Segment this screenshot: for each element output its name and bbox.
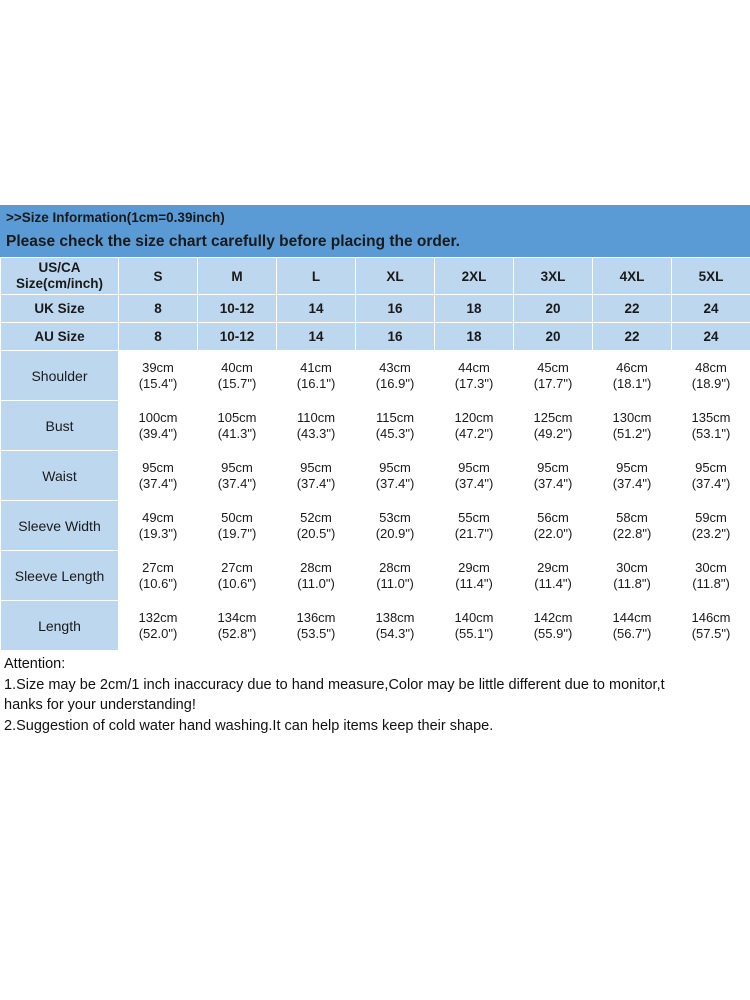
size-table [0, 257, 750, 651]
length-5xl-cm: 146cm [691, 609, 731, 625]
waist-4xl-cm: 95cm [616, 459, 648, 475]
length-3xl-cm: 142cm [533, 609, 573, 625]
length-4xl-inch: (56.7") [612, 625, 652, 641]
attention-line-1: 1.Size may be 2cm/1 inch inaccuracy due to hand measure,Color may be little different due to monitor,t [4, 676, 665, 693]
sleeve-length-s-cm: 27cm [142, 559, 174, 575]
table-row-shoulder [1, 351, 750, 401]
waist-l-cm: 95cm [300, 459, 332, 475]
table-row-uk-size [1, 295, 750, 323]
sleeve-length-3xl-inch: (11.4") [534, 575, 572, 591]
sleeve-width-xl-cm: 53cm [379, 509, 411, 525]
us-ca-header-line1: US/CA [38, 260, 81, 275]
shoulder-s-cm: 39cm [142, 359, 174, 375]
size-information-header [0, 205, 750, 257]
attention-line-1-cont: hanks for your understanding! [4, 697, 196, 713]
shoulder-2xl-inch: (17.3") [454, 375, 494, 391]
shoulder-3xl-inch: (17.7") [533, 375, 573, 391]
sleeve-length-2xl-cm: 29cm [458, 559, 490, 575]
au-size-l: 14 [277, 323, 356, 351]
waist-3xl [514, 451, 593, 501]
uk-size-xl: 16 [356, 295, 435, 323]
uk-size-l: 14 [277, 295, 356, 323]
waist-s-cm: 95cm [142, 459, 174, 475]
waist-m [198, 451, 277, 501]
sleeve-length-l [277, 551, 356, 601]
bust-3xl-cm: 125cm [533, 409, 573, 425]
size-header-5xl: 5XL [672, 258, 750, 295]
sleeve-width-2xl-inch: (21.7") [454, 525, 494, 541]
bust-4xl-inch: (51.2") [612, 425, 652, 441]
uk-size-4xl: 22 [593, 295, 672, 323]
sleeve-length-3xl [514, 551, 593, 601]
sleeve-width-m [198, 501, 277, 551]
sleeve-length-2xl-inch: (11.4") [455, 575, 493, 591]
size-header-s: S [119, 258, 198, 295]
length-m-inch: (52.8") [217, 625, 257, 641]
waist-s-inch: (37.4") [138, 475, 178, 491]
length-s-inch: (52.0") [138, 625, 178, 641]
sleeve-width-5xl-inch: (23.2") [691, 525, 731, 541]
bust-4xl-cm: 130cm [612, 409, 652, 425]
au-size-4xl: 22 [593, 323, 672, 351]
sleeve-width-m-inch: (19.7") [217, 525, 257, 541]
shoulder-2xl-cm: 44cm [458, 359, 490, 375]
waist-5xl-cm: 95cm [695, 459, 727, 475]
length-2xl-cm: 140cm [454, 609, 494, 625]
sleeve-length-xl-cm: 28cm [379, 559, 411, 575]
au-size-2xl: 18 [435, 323, 514, 351]
sleeve-width-xl-inch: (20.9") [375, 525, 415, 541]
waist-5xl [672, 451, 750, 501]
row-label-waist: Waist [1, 451, 119, 501]
length-xl-cm: 138cm [375, 609, 415, 625]
shoulder-4xl-cm: 46cm [616, 359, 648, 375]
length-4xl-cm: 144cm [612, 609, 652, 625]
length-4xl [593, 601, 672, 651]
waist-s [119, 451, 198, 501]
sleeve-width-3xl [514, 501, 593, 551]
bust-2xl [435, 401, 514, 451]
us-ca-size-header [1, 258, 119, 295]
shoulder-m [198, 351, 277, 401]
uk-size-5xl: 24 [672, 295, 750, 323]
sleeve-length-4xl [593, 551, 672, 601]
length-m-cm: 134cm [217, 609, 257, 625]
sleeve-length-s-inch: (10.6") [138, 575, 178, 591]
row-label-length: Length [1, 601, 119, 651]
bust-m [198, 401, 277, 451]
row-label-sleeve-width: Sleeve Width [1, 501, 119, 551]
sleeve-width-4xl [593, 501, 672, 551]
length-2xl [435, 601, 514, 651]
sleeve-width-5xl [672, 501, 750, 551]
table-row-length [1, 601, 750, 651]
sleeve-length-5xl-cm: 30cm [695, 559, 727, 575]
attention-line-2: 2.Suggestion of cold water hand washing.It can help items keep their shape. [4, 717, 494, 734]
waist-xl-cm: 95cm [379, 459, 411, 475]
length-xl [356, 601, 435, 651]
length-2xl-inch: (55.1") [454, 625, 494, 641]
sleeve-width-4xl-cm: 58cm [616, 509, 648, 525]
uk-size-s: 8 [119, 295, 198, 323]
table-row-waist [1, 451, 750, 501]
size-information-title: >>Size Information(1cm=0.39inch) [6, 210, 225, 225]
shoulder-5xl-cm: 48cm [695, 359, 727, 375]
bust-m-inch: (41.3") [217, 425, 257, 441]
table-row-sleeve-width [1, 501, 750, 551]
size-header-4xl: 4XL [593, 258, 672, 295]
shoulder-m-cm: 40cm [221, 359, 253, 375]
sleeve-length-5xl-inch: (11.8") [692, 575, 730, 591]
sleeve-width-l [277, 501, 356, 551]
shoulder-xl-cm: 43cm [379, 359, 411, 375]
au-size-xl: 16 [356, 323, 435, 351]
length-s-cm: 132cm [138, 609, 178, 625]
length-3xl [514, 601, 593, 651]
sleeve-width-4xl-inch: (22.8") [612, 525, 652, 541]
bust-3xl [514, 401, 593, 451]
shoulder-3xl [514, 351, 593, 401]
length-l-cm: 136cm [296, 609, 336, 625]
uk-size-3xl: 20 [514, 295, 593, 323]
sleeve-width-s [119, 501, 198, 551]
size-header-2xl: 2XL [435, 258, 514, 295]
sleeve-width-2xl [435, 501, 514, 551]
bust-l-cm: 110cm [296, 409, 336, 425]
uk-size-label: UK Size [1, 295, 119, 323]
size-chart [0, 205, 750, 742]
sleeve-width-3xl-inch: (22.0") [533, 525, 573, 541]
length-s [119, 601, 198, 651]
us-ca-header-line2: Size(cm/inch) [15, 276, 104, 291]
waist-3xl-cm: 95cm [537, 459, 569, 475]
waist-2xl [435, 451, 514, 501]
waist-xl [356, 451, 435, 501]
waist-4xl-inch: (37.4") [612, 475, 652, 491]
shoulder-2xl [435, 351, 514, 401]
shoulder-xl-inch: (16.9") [375, 375, 415, 391]
size-header-3xl: 3XL [514, 258, 593, 295]
bust-s [119, 401, 198, 451]
bust-s-inch: (39.4") [138, 425, 178, 441]
bust-xl-inch: (45.3") [375, 425, 415, 441]
attention-title: Attention: [4, 656, 66, 672]
au-size-m: 10-12 [198, 323, 277, 351]
sleeve-length-4xl-inch: (11.8") [613, 575, 651, 591]
shoulder-5xl-inch: (18.9") [691, 375, 731, 391]
sleeve-length-4xl-cm: 30cm [616, 559, 648, 575]
sleeve-length-5xl [672, 551, 750, 601]
shoulder-3xl-cm: 45cm [537, 359, 569, 375]
sleeve-length-xl [356, 551, 435, 601]
sleeve-width-l-cm: 52cm [300, 509, 332, 525]
au-size-label: AU Size [1, 323, 119, 351]
bust-4xl [593, 401, 672, 451]
waist-l-inch: (37.4") [296, 475, 336, 491]
sleeve-length-2xl [435, 551, 514, 601]
bust-2xl-cm: 120cm [454, 409, 494, 425]
table-row-au-size [1, 323, 750, 351]
waist-2xl-inch: (37.4") [454, 475, 494, 491]
shoulder-l-cm: 41cm [300, 359, 332, 375]
length-m [198, 601, 277, 651]
shoulder-m-inch: (15.7") [217, 375, 257, 391]
sleeve-length-l-inch: (11.0") [297, 575, 335, 591]
sleeve-width-m-cm: 50cm [221, 509, 253, 525]
sleeve-length-3xl-cm: 29cm [537, 559, 569, 575]
length-xl-inch: (54.3") [375, 625, 415, 641]
length-5xl-inch: (57.5") [691, 625, 731, 641]
waist-m-cm: 95cm [221, 459, 253, 475]
sleeve-length-l-cm: 28cm [300, 559, 332, 575]
bust-2xl-inch: (47.2") [454, 425, 494, 441]
waist-3xl-inch: (37.4") [533, 475, 573, 491]
au-size-3xl: 20 [514, 323, 593, 351]
sleeve-length-m-inch: (10.6") [217, 575, 257, 591]
waist-4xl [593, 451, 672, 501]
bust-m-cm: 105cm [217, 409, 257, 425]
table-row-sleeve-length [1, 551, 750, 601]
bust-5xl [672, 401, 750, 451]
shoulder-l [277, 351, 356, 401]
shoulder-l-inch: (16.1") [296, 375, 336, 391]
bust-s-cm: 100cm [138, 409, 178, 425]
shoulder-4xl-inch: (18.1") [612, 375, 652, 391]
length-l-inch: (53.5") [296, 625, 336, 641]
size-header-l: L [277, 258, 356, 295]
size-header-xl: XL [356, 258, 435, 295]
sleeve-width-s-cm: 49cm [142, 509, 174, 525]
uk-size-m: 10-12 [198, 295, 277, 323]
length-l [277, 601, 356, 651]
waist-xl-inch: (37.4") [375, 475, 415, 491]
shoulder-s [119, 351, 198, 401]
au-size-s: 8 [119, 323, 198, 351]
sleeve-length-m-cm: 27cm [221, 559, 253, 575]
row-label-sleeve-length: Sleeve Length [1, 551, 119, 601]
sleeve-length-m [198, 551, 277, 601]
shoulder-4xl [593, 351, 672, 401]
size-header-m: M [198, 258, 277, 295]
length-3xl-inch: (55.9") [533, 625, 573, 641]
waist-2xl-cm: 95cm [458, 459, 490, 475]
table-header-row [1, 258, 750, 295]
sleeve-width-s-inch: (19.3") [138, 525, 178, 541]
waist-m-inch: (37.4") [217, 475, 257, 491]
uk-size-2xl: 18 [435, 295, 514, 323]
table-row-bust [1, 401, 750, 451]
sleeve-width-l-inch: (20.5") [296, 525, 336, 541]
bust-xl [356, 401, 435, 451]
bust-5xl-cm: 135cm [691, 409, 731, 425]
sleeve-length-xl-inch: (11.0") [376, 575, 414, 591]
bust-l-inch: (43.3") [296, 425, 336, 441]
attention-note [0, 651, 750, 742]
bust-3xl-inch: (49.2") [533, 425, 573, 441]
au-size-5xl: 24 [672, 323, 750, 351]
row-label-shoulder: Shoulder [1, 351, 119, 401]
length-5xl [672, 601, 750, 651]
bust-l [277, 401, 356, 451]
shoulder-s-inch: (15.4") [138, 375, 178, 391]
sleeve-length-s [119, 551, 198, 601]
size-chart-notice: Please check the size chart carefully before placing the order. [6, 233, 460, 250]
sleeve-width-5xl-cm: 59cm [695, 509, 727, 525]
waist-l [277, 451, 356, 501]
waist-5xl-inch: (37.4") [691, 475, 731, 491]
bust-5xl-inch: (53.1") [691, 425, 731, 441]
row-label-bust: Bust [1, 401, 119, 451]
shoulder-5xl [672, 351, 750, 401]
bust-xl-cm: 115cm [375, 409, 415, 425]
sleeve-width-2xl-cm: 55cm [458, 509, 490, 525]
shoulder-xl [356, 351, 435, 401]
sleeve-width-3xl-cm: 56cm [537, 509, 569, 525]
sleeve-width-xl [356, 501, 435, 551]
